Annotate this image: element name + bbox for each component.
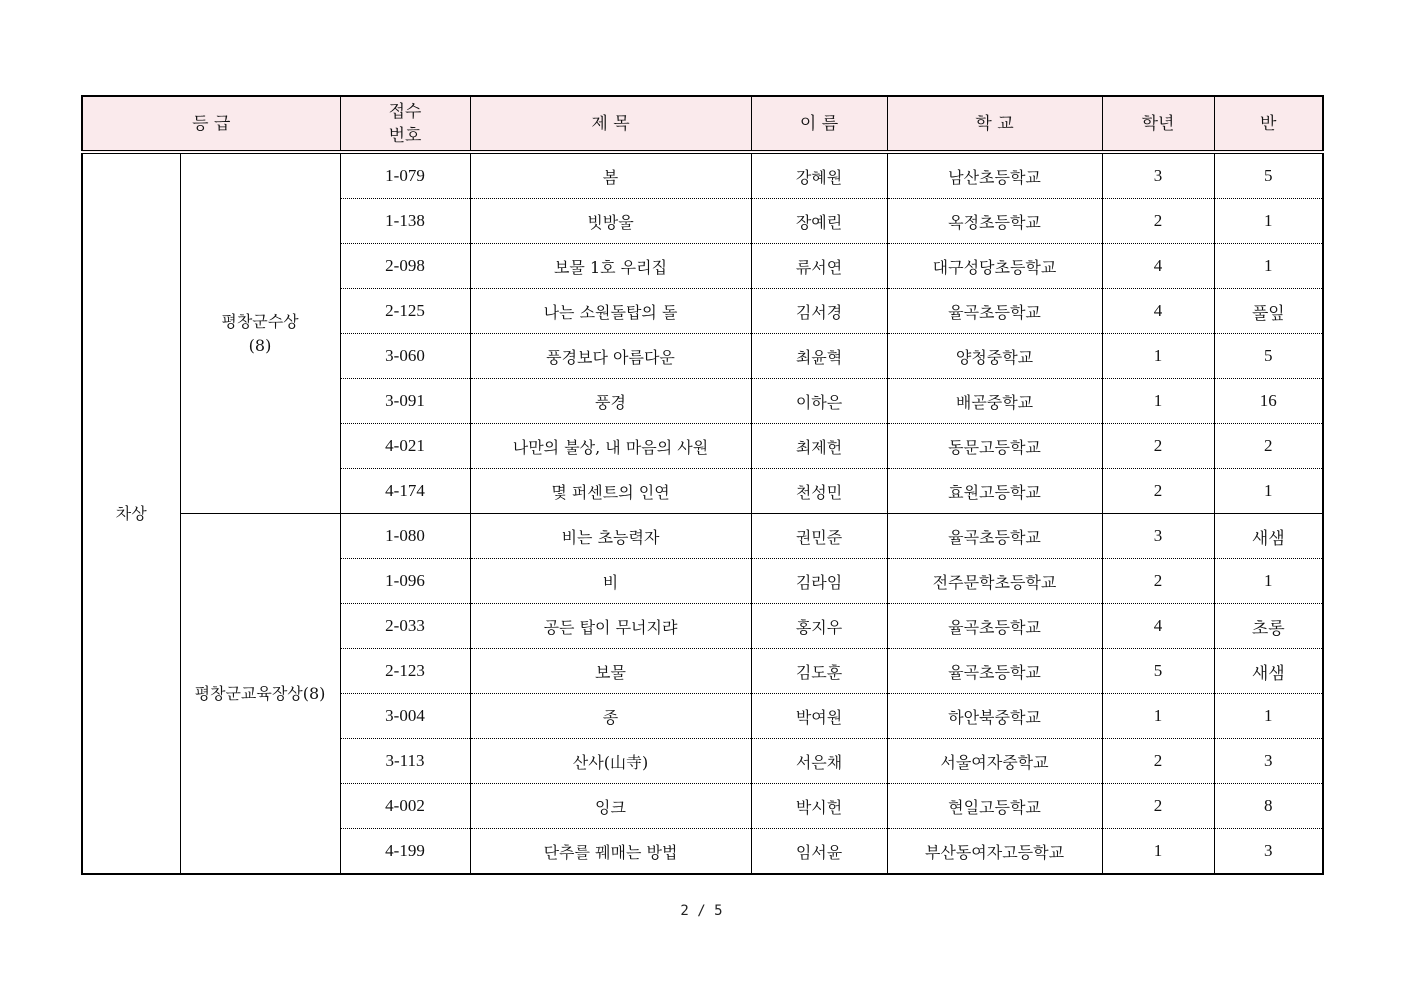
name-cell: 장예린	[751, 199, 887, 244]
year-cell: 4	[1102, 604, 1214, 649]
table-header	[82, 96, 1323, 152]
title-cell: 몇 퍼센트의 인연	[470, 469, 751, 514]
entry-number-cell: 4-199	[340, 829, 470, 875]
year-cell: 3	[1102, 152, 1214, 199]
name-cell: 김서경	[751, 289, 887, 334]
entry-number-cell: 3-060	[340, 334, 470, 379]
year-cell: 1	[1102, 829, 1214, 875]
school-cell: 전주문학초등학교	[887, 559, 1102, 604]
title-cell: 비는 초능력자	[470, 514, 751, 559]
entry-number-cell: 3-091	[340, 379, 470, 424]
class-cell: 초롱	[1214, 604, 1323, 649]
title-cell: 봄	[470, 152, 751, 199]
class-cell: 8	[1214, 784, 1323, 829]
award-count: (8)	[248, 335, 272, 355]
name-cell: 최제헌	[751, 424, 887, 469]
table-body	[82, 152, 1323, 874]
school-cell: 옥정초등학교	[887, 199, 1102, 244]
name-cell: 홍지우	[751, 604, 887, 649]
header-school: 학 교	[887, 96, 1102, 152]
year-cell: 2	[1102, 469, 1214, 514]
name-cell: 류서연	[751, 244, 887, 289]
name-cell: 서은채	[751, 739, 887, 784]
header-entry-number-line1: 접수	[388, 101, 422, 122]
grade-cell: 차상	[82, 152, 180, 874]
school-cell: 율곡초등학교	[887, 649, 1102, 694]
award-cell	[180, 514, 340, 875]
title-cell: 산사(山寺)	[470, 739, 751, 784]
table-row	[82, 152, 1323, 199]
year-cell: 2	[1102, 424, 1214, 469]
title-cell: 빗방울	[470, 199, 751, 244]
school-cell: 율곡초등학교	[887, 604, 1102, 649]
year-cell: 4	[1102, 244, 1214, 289]
entry-number-cell: 2-098	[340, 244, 470, 289]
award-cell	[180, 152, 340, 514]
title-cell: 나만의 불상, 내 마음의 사원	[470, 424, 751, 469]
title-cell: 보물	[470, 649, 751, 694]
class-cell: 3	[1214, 829, 1323, 875]
class-cell: 1	[1214, 694, 1323, 739]
school-cell: 현일고등학교	[887, 784, 1102, 829]
entry-number-cell: 4-174	[340, 469, 470, 514]
header-name: 이 름	[751, 96, 887, 152]
year-cell: 1	[1102, 334, 1214, 379]
header-entry-number	[340, 96, 470, 152]
class-cell: 새샘	[1214, 649, 1323, 694]
name-cell: 권민준	[751, 514, 887, 559]
name-cell: 최윤혁	[751, 334, 887, 379]
school-cell: 양청중학교	[887, 334, 1102, 379]
title-cell: 잉크	[470, 784, 751, 829]
school-cell: 서울여자중학교	[887, 739, 1102, 784]
entry-number-cell: 4-002	[340, 784, 470, 829]
school-cell: 배곧중학교	[887, 379, 1102, 424]
award-name: 평창군수상	[221, 311, 299, 331]
school-cell: 하안북중학교	[887, 694, 1102, 739]
class-cell: 새샘	[1214, 514, 1323, 559]
entry-number-cell: 1-079	[340, 152, 470, 199]
year-cell: 1	[1102, 694, 1214, 739]
year-cell: 4	[1102, 289, 1214, 334]
header-grade: 등 급	[82, 96, 340, 152]
title-cell: 공든 탑이 무너지랴	[470, 604, 751, 649]
school-cell: 율곡초등학교	[887, 514, 1102, 559]
entry-number-cell: 3-113	[340, 739, 470, 784]
name-cell: 강혜원	[751, 152, 887, 199]
name-cell: 박시헌	[751, 784, 887, 829]
award-results-table	[81, 95, 1324, 875]
header-title: 제 목	[470, 96, 751, 152]
year-cell: 1	[1102, 379, 1214, 424]
year-cell: 3	[1102, 514, 1214, 559]
title-cell: 나는 소원돌탑의 돌	[470, 289, 751, 334]
year-cell: 2	[1102, 559, 1214, 604]
name-cell: 김도훈	[751, 649, 887, 694]
name-cell: 천성민	[751, 469, 887, 514]
year-cell: 2	[1102, 199, 1214, 244]
school-cell: 부산동여자고등학교	[887, 829, 1102, 875]
year-cell: 5	[1102, 649, 1214, 694]
title-cell: 단추를 꿰매는 방법	[470, 829, 751, 875]
class-cell: 5	[1214, 334, 1323, 379]
name-cell: 김라임	[751, 559, 887, 604]
title-cell: 풍경보다 아름다운	[470, 334, 751, 379]
entry-number-cell: 2-033	[340, 604, 470, 649]
class-cell: 2	[1214, 424, 1323, 469]
school-cell: 동문고등학교	[887, 424, 1102, 469]
school-cell: 대구성당초등학교	[887, 244, 1102, 289]
class-cell: 1	[1214, 469, 1323, 514]
entry-number-cell: 4-021	[340, 424, 470, 469]
title-cell: 종	[470, 694, 751, 739]
page-number: 2 / 5	[680, 903, 723, 919]
header-year: 학년	[1102, 96, 1214, 152]
school-cell: 율곡초등학교	[887, 289, 1102, 334]
header-row	[82, 96, 1323, 152]
header-entry-number-line2: 번호	[388, 125, 422, 146]
title-cell: 비	[470, 559, 751, 604]
name-cell: 이하은	[751, 379, 887, 424]
name-cell: 임서윤	[751, 829, 887, 875]
title-cell: 풍경	[470, 379, 751, 424]
class-cell: 3	[1214, 739, 1323, 784]
class-cell: 5	[1214, 152, 1323, 199]
school-cell: 남산초등학교	[887, 152, 1102, 199]
header-class: 반	[1214, 96, 1323, 152]
entry-number-cell: 1-080	[340, 514, 470, 559]
class-cell: 16	[1214, 379, 1323, 424]
table-row	[82, 514, 1323, 559]
title-cell: 보물 1호 우리집	[470, 244, 751, 289]
entry-number-cell: 3-004	[340, 694, 470, 739]
class-cell: 1	[1214, 199, 1323, 244]
year-cell: 2	[1102, 739, 1214, 784]
class-cell: 1	[1214, 244, 1323, 289]
class-cell: 1	[1214, 559, 1323, 604]
class-cell: 풀잎	[1214, 289, 1323, 334]
school-cell: 효원고등학교	[887, 469, 1102, 514]
entry-number-cell: 1-138	[340, 199, 470, 244]
name-cell: 박여원	[751, 694, 887, 739]
award-name: 평창군교육장상(8)	[194, 683, 326, 703]
entry-number-cell: 2-125	[340, 289, 470, 334]
entry-number-cell: 1-096	[340, 559, 470, 604]
entry-number-cell: 2-123	[340, 649, 470, 694]
year-cell: 2	[1102, 784, 1214, 829]
